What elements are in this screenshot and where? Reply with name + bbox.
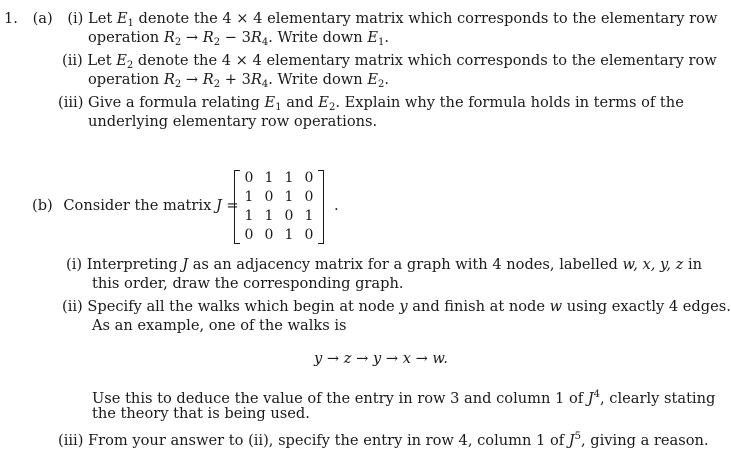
subpart-i-label: (i) [67, 10, 84, 27]
question-1-a-i-line2: operation $R_2 \to R_2 - 3R_4$. Write down $E_1$. [88, 29, 389, 48]
matrix-cell: 1 [264, 170, 274, 186]
question-1-b-ii-line2: As an example, one of the walks is [92, 317, 347, 334]
matrix-name: J [215, 197, 222, 214]
question-1-b-iii-line1: (iii) From your answer to (ii), specify the entry in row 4, column 1 of $J^5$, giving a reason. [58, 431, 709, 449]
matrix-cell: 0 [264, 227, 274, 243]
question-1-b-i-line1: (i) Interpreting J as an adjacency matrix for a graph with 4 nodes, labelled w, x, y, z in [66, 256, 703, 273]
matrix-period: . [334, 197, 339, 214]
question-1-b-intro: (b) Consider the matrix J = [32, 197, 239, 214]
matrix-cell: 1 [244, 189, 254, 205]
question-1-a-iii-line1: (iii) Give a formula relating $E_1$ and $E_2$. Explain why the formula holds in terms of the [58, 94, 684, 113]
question-number: 1. [4, 10, 18, 27]
question-1-a-i-line1: 1. (a) (i) Let $E_1$ denote the 4 × 4 elementary matrix which corresponds to the elementary row [4, 10, 718, 29]
matrix-cell: 1 [264, 208, 274, 224]
matrix-cell: 1 [284, 227, 294, 243]
question-1-a-ii-line1: (ii) Let $E_2$ denote the 4 × 4 elementary matrix which corresponds to the elementary row [62, 52, 717, 71]
subpart-iii-label: (iii) [58, 94, 84, 111]
matrix-cell: 1 [244, 208, 254, 224]
subpart-b-i-label: (i) [66, 256, 83, 273]
subpart-b-iii-label: (iii) [58, 432, 84, 449]
question-1-b-ii-line4: the theory that is being used. [92, 405, 310, 422]
matrix-cell: 0 [284, 208, 294, 224]
example-walk: y → z → y → x → w. [314, 350, 448, 367]
question-1-b-i-line2: this order, draw the corresponding graph. [92, 275, 404, 292]
subpart-b-ii-label: (ii) [62, 298, 83, 315]
part-b-label: (b) [32, 197, 53, 214]
matrix-j [234, 169, 324, 245]
matrix-cell: 0 [304, 170, 314, 186]
matrix-cell: 1 [284, 189, 294, 205]
question-1-a-iii-line2: underlying elementary row operations. [88, 113, 378, 130]
subpart-ii-label: (ii) [62, 52, 83, 69]
question-1-a-ii-line2: operation $R_2 \to R_2 + 3R_4$. Write down $E_2$. [88, 71, 389, 90]
question-1-b-ii-line1: (ii) Specify all the walks which begin at node y and finish at node w using exactly 4 edges. [62, 298, 731, 315]
matrix-cell: 1 [304, 208, 314, 224]
part-a-label: (a) [32, 10, 53, 27]
matrix-cell: 0 [304, 227, 314, 243]
matrix-cell: 0 [244, 227, 254, 243]
matrix-cell: 0 [304, 189, 314, 205]
matrix-grid [234, 169, 324, 245]
matrix-cell: 0 [244, 170, 254, 186]
matrix-cell: 0 [264, 189, 274, 205]
question-1-b-ii-line3: Use this to deduce the value of the entry in row 3 and column 1 of $J^4$, clearly stating [92, 389, 716, 407]
matrix-cell: 1 [284, 170, 294, 186]
